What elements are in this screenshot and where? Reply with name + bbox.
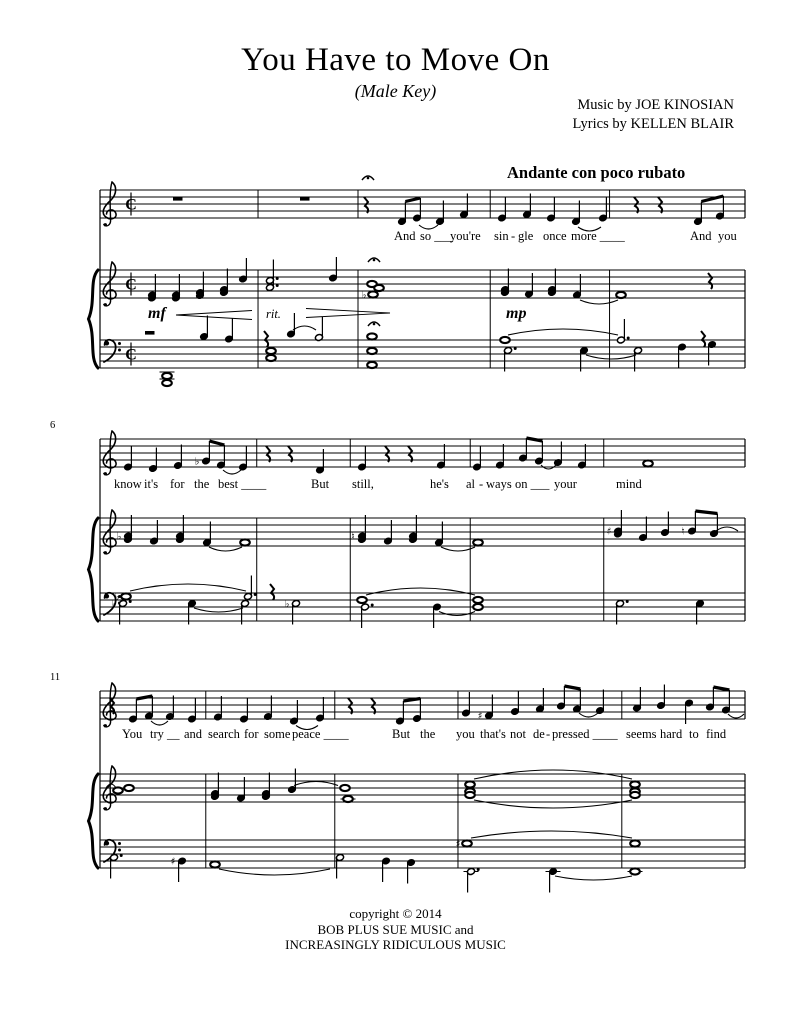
whole-note-icon [628, 868, 643, 874]
page-title: You Have to Move On [241, 42, 550, 78]
lyric-syllable: mind [616, 477, 642, 491]
quarter-note-icon [239, 258, 248, 283]
quarter-note-icon [536, 688, 545, 713]
decrescendo-hairpin-icon [306, 309, 390, 318]
piano-bass-notes [112, 576, 705, 629]
lyric-syllable: seems [626, 727, 657, 741]
lyric-syllable: you [456, 727, 475, 741]
page-subtitle: (Male Key) [354, 81, 437, 101]
quarter-note-icon [554, 442, 563, 467]
quarter-note-icon [657, 685, 666, 710]
vocal-notes [173, 176, 724, 231]
quarter-note-icon [264, 696, 273, 721]
lyric-syllable: know [114, 477, 142, 491]
svg-text:♯: ♯ [606, 526, 612, 538]
whole-note-icon [473, 539, 483, 545]
lyric-syllable: for [244, 727, 259, 741]
quarter-rest-icon [264, 331, 268, 347]
piano-treble-notes [148, 257, 713, 304]
slur [293, 326, 316, 330]
barlines [100, 190, 745, 368]
eighth-note-pair-icon [557, 686, 582, 713]
whole-note-icon [473, 597, 483, 603]
lyric-syllable: your [554, 477, 577, 491]
brace-icon [89, 518, 99, 621]
piano-bass-staff [100, 840, 745, 868]
whole-rest-icon [173, 197, 183, 201]
svg-text:♮: ♮ [351, 531, 355, 543]
slur [474, 800, 632, 808]
svg-text:♭: ♭ [194, 456, 200, 468]
quarter-note-icon [176, 515, 185, 543]
lyric-syllable: more ____ [571, 229, 625, 243]
lyric-syllable: But [392, 727, 411, 741]
half-rest-icon [145, 331, 155, 335]
lyric-syllable: it's [144, 477, 159, 491]
lyric-syllable: de [533, 727, 545, 741]
whole-note-icon [616, 292, 626, 298]
quarter-note-icon [166, 696, 175, 721]
svg-text:♭: ♭ [114, 592, 120, 603]
quarter-note-icon [462, 692, 471, 717]
quarter-note-icon [496, 444, 505, 469]
lyric-syllable: best ____ [218, 477, 267, 491]
quarter-note-icon [578, 444, 587, 469]
whole-note-icon [465, 792, 475, 798]
quarter-note-icon [596, 690, 605, 715]
dotted-half-note-icon [110, 854, 123, 879]
brace-icon [89, 270, 99, 368]
quarter-note-icon [214, 696, 223, 721]
eighth-note-pair-icon [681, 511, 718, 538]
lyric-syllable: the [420, 727, 436, 741]
measure-number: 11 [50, 672, 61, 683]
lyric-syllable: to [689, 727, 699, 741]
quarter-note-icon [316, 697, 325, 722]
svg-text:C: C [125, 276, 137, 294]
lyric-syllable: and [184, 727, 203, 741]
lyric-line [394, 229, 738, 243]
lyric-syllable: gle [518, 229, 534, 243]
slur [194, 608, 243, 612]
lyric-syllable: sin [494, 229, 509, 243]
credit-music: Music by JOE KINOSIAN [577, 97, 734, 113]
quarter-note-icon [358, 446, 367, 471]
half-note-icon [315, 317, 324, 342]
whole-rest-icon [300, 197, 310, 201]
bass-clef-icon [104, 340, 121, 362]
quarter-note-icon [382, 857, 391, 882]
lyric-line [114, 477, 642, 491]
whole-note-icon [367, 333, 377, 339]
copyright-line-3: INCREASINGLY RIDICULOUS MUSIC [285, 937, 506, 953]
quarter-rest-icon [708, 273, 712, 289]
piano-treble-staff [100, 518, 745, 546]
quarter-note-icon [384, 520, 393, 545]
svg-text:♭: ♭ [111, 599, 117, 610]
half-note-icon [266, 260, 279, 292]
quarter-note-icon [409, 515, 418, 543]
quarter-rest-icon [270, 584, 274, 600]
quarter-note-icon [351, 515, 366, 543]
quarter-note-icon [196, 272, 205, 300]
lyric-syllable: But [311, 477, 330, 491]
svg-text:C: C [125, 196, 137, 214]
quarter-note-icon [124, 446, 133, 471]
lyric-syllable: hard [660, 727, 683, 741]
quarter-note-icon [607, 510, 623, 538]
quarter-note-icon [117, 515, 133, 543]
svg-text:♯: ♯ [170, 856, 176, 868]
brace-icon [89, 774, 99, 868]
whole-note-icon [362, 290, 378, 301]
vocal-staff [100, 190, 745, 218]
cut-time-icon [125, 193, 137, 216]
lyric-syllable: he's [430, 477, 449, 491]
whole-note-icon [240, 539, 250, 545]
lyric-syllable: the [194, 477, 210, 491]
slur [223, 470, 241, 474]
slur [508, 329, 618, 335]
lyric-syllable: You [122, 727, 143, 741]
quarter-note-icon [599, 197, 608, 222]
whole-note-icon [160, 372, 175, 379]
whole-note-icon [341, 796, 356, 802]
measure-number: 6 [50, 420, 56, 431]
quarter-note-icon [262, 773, 271, 801]
whole-note-icon [500, 337, 510, 343]
quarter-note-icon [150, 520, 159, 545]
piano-bass-staff [100, 593, 745, 621]
vocal-notes [124, 438, 653, 474]
copyright [0, 906, 791, 953]
system-3 [50, 672, 745, 893]
quarter-note-icon [498, 197, 507, 222]
quarter-note-icon [473, 446, 482, 471]
whole-note-icon [643, 460, 653, 466]
lyric-syllable: on ___ [515, 477, 550, 491]
slur [130, 584, 246, 591]
lyric-syllable: peace ____ [292, 727, 349, 741]
eighth-note-pair-icon [195, 441, 226, 469]
slur [366, 588, 475, 595]
lyric-syllable: pressed ____ [552, 727, 618, 741]
quarter-note-icon [639, 517, 648, 542]
whole-note-icon [162, 380, 172, 386]
lyric-syllable: not [510, 727, 526, 741]
quarter-note-icon [678, 343, 687, 368]
whole-note-icon [357, 597, 367, 603]
dynamic-marking: mf [148, 305, 166, 322]
quarter-note-icon [290, 700, 299, 725]
whole-note-icon [465, 781, 475, 787]
slur [728, 714, 744, 718]
lyric-line [122, 727, 727, 741]
copyright-line-2: BOB PLUS SUE MUSIC and [317, 921, 474, 937]
vocal-staff [100, 691, 745, 719]
slur [579, 713, 598, 717]
slur [439, 612, 475, 616]
slur [209, 547, 242, 551]
cut-time-icon [125, 273, 137, 296]
slur [716, 527, 738, 531]
slur [580, 300, 618, 304]
whole-note-icon [367, 362, 377, 368]
svg-text:♭: ♭ [284, 599, 290, 610]
quarter-note-icon [171, 857, 187, 883]
quarter-note-icon [174, 445, 183, 470]
lyric-syllable: still, [352, 477, 374, 491]
quarter-note-icon [287, 313, 296, 338]
lyric-syllable: ways [486, 477, 512, 491]
quarter-note-icon [546, 868, 561, 893]
quarter-note-icon [685, 699, 694, 724]
whole-note-icon [113, 787, 123, 793]
lyric-syllable: try __ [150, 727, 180, 741]
piano-treble-notes [117, 510, 738, 551]
quarter-note-icon [573, 274, 582, 299]
quarter-rest-icon [701, 331, 705, 347]
whole-note-icon [473, 604, 483, 610]
svg-text:♭: ♭ [116, 531, 122, 543]
whole-note-icon [266, 348, 276, 354]
svg-text:♯: ♯ [477, 711, 483, 722]
lyric-syllable: - [511, 229, 516, 243]
slur [474, 770, 632, 779]
quarter-note-icon [211, 773, 220, 801]
quarter-note-icon [501, 269, 510, 297]
dotted-half-note-icon [244, 576, 257, 601]
svg-text:♮: ♮ [681, 526, 685, 538]
svg-text:C: C [125, 346, 137, 364]
lyric-syllable: And [690, 229, 712, 243]
quarter-note-icon [511, 691, 520, 716]
slur [586, 355, 636, 359]
svg-text:♭: ♭ [361, 290, 367, 301]
quarter-note-icon [225, 318, 234, 343]
lyric-syllable: al [466, 477, 476, 491]
system-1 [89, 176, 746, 386]
quarter-note-icon [407, 859, 416, 884]
tempo-marking: Andante con poco rubato [507, 163, 686, 182]
piano-treble-staff [100, 774, 745, 802]
credit-lyrics: Lyrics by KELLEN BLAIR [572, 115, 734, 132]
lyric-syllable: for [170, 477, 185, 491]
quarter-note-icon [148, 274, 157, 302]
lyric-syllable: - [546, 727, 551, 741]
whole-note-icon [210, 861, 220, 867]
whole-note-icon [374, 285, 384, 291]
quarter-note-icon [437, 444, 446, 469]
quarter-note-icon [548, 269, 557, 297]
rit-marking: rit. [266, 307, 281, 321]
slur [151, 721, 168, 725]
whole-note-icon [456, 839, 472, 850]
whole-note-icon [124, 785, 134, 791]
lyric-syllable: once [543, 229, 567, 243]
lyric-syllable: you're [450, 229, 481, 243]
svg-text:♯: ♯ [455, 839, 461, 850]
quarter-note-icon [239, 446, 248, 471]
cut-time-icon [125, 343, 137, 366]
quarter-note-icon [188, 698, 197, 723]
slur [294, 782, 338, 786]
piano-bass-notes [145, 313, 716, 386]
lyric-syllable: search [208, 727, 240, 741]
lyric-syllable: And [394, 229, 416, 243]
half-note-icon [336, 854, 345, 879]
lyric-syllable: that's [480, 727, 506, 741]
quarter-note-icon [547, 197, 556, 222]
eighth-note-pair-icon [519, 438, 544, 465]
whole-note-icon [630, 781, 640, 787]
system-2 [50, 420, 745, 628]
quarter-note-icon [329, 257, 338, 282]
fermata-icon [368, 258, 380, 262]
lyric-syllable: you [718, 229, 737, 243]
slur [471, 831, 632, 838]
eighth-note-pair-icon [398, 198, 422, 225]
fermata-icon [362, 176, 374, 180]
quarter-note-icon [661, 512, 670, 537]
quarter-note-icon [240, 698, 249, 723]
quarter-note-icon [433, 603, 442, 628]
quarter-note-icon [708, 341, 717, 366]
whole-note-icon [340, 785, 350, 791]
slur [219, 869, 330, 875]
whole-note-icon [367, 348, 377, 354]
lyric-syllable: so ___ [420, 229, 453, 243]
lyric-syllable: some [264, 727, 291, 741]
quarter-note-icon [220, 269, 229, 297]
quarter-note-icon [200, 316, 209, 341]
barlines [100, 691, 745, 868]
slur [555, 876, 632, 880]
fermata-icon [368, 322, 380, 326]
whole-note-icon [630, 840, 640, 846]
lyric-syllable: find [706, 727, 727, 741]
dotted-half-note-icon [464, 868, 480, 893]
quarter-note-icon [478, 695, 494, 723]
lyric-syllable: - [479, 477, 484, 491]
piano-bass-staff [100, 340, 745, 368]
whole-note-icon [630, 792, 640, 798]
quarter-note-icon [172, 274, 181, 302]
copyright-line-1: copyright © 2014 [349, 906, 442, 921]
dynamic-marking: mp [506, 305, 527, 322]
whole-note-icon [266, 355, 276, 361]
crescendo-hairpin-icon [176, 311, 252, 320]
